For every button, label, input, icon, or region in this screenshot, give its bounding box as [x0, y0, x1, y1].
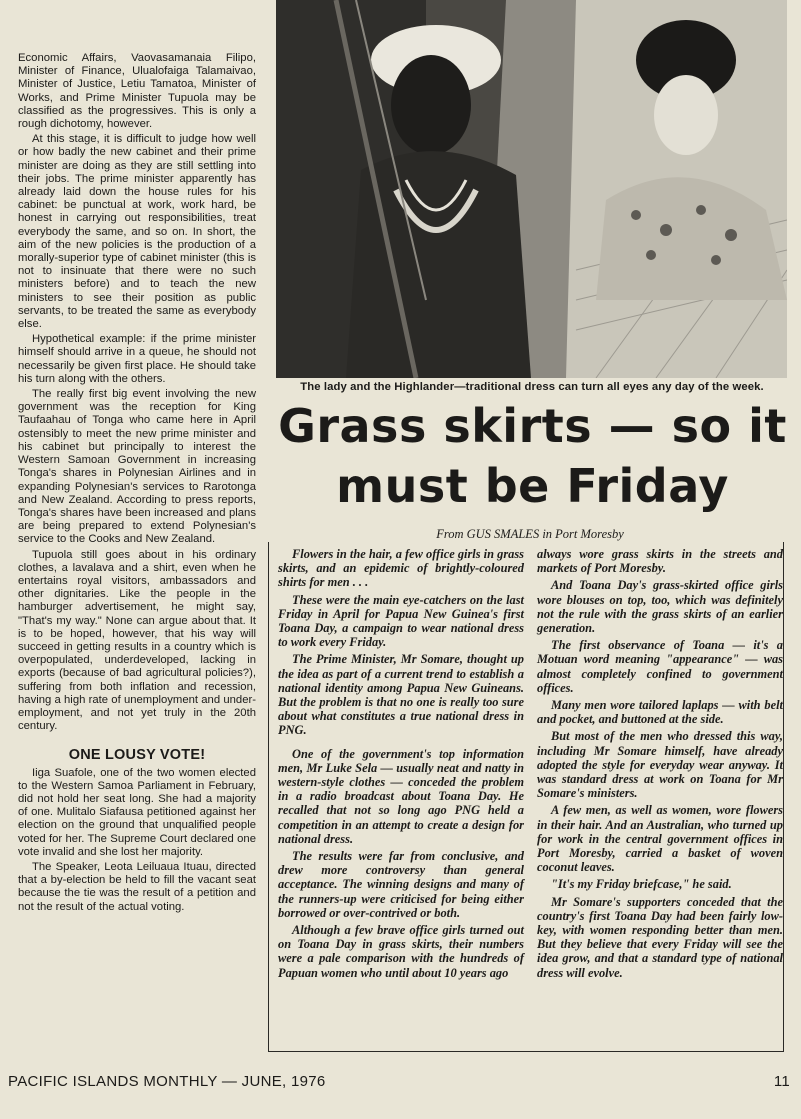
photo-caption: The lady and the Highlander—traditional dress can turn all eyes any day of the week.: [300, 381, 764, 393]
left-column: [18, 52, 256, 916]
story-paragraph: The results were far from conclusive, and drew more controversy than general acceptance. The winning designs and many of the runners-up were criticised for being either borrowed or over-contrived or both.: [278, 849, 524, 920]
story-paragraph: Mr Somare's supporters conceded that the country's first Toana Day had been fairly low-key, with women responding better than men. But they believe that every Friday will see the idea grow, and that a standard type of national dress will evolve.: [537, 894, 783, 980]
story-paragraph: Many men wore tailored laplaps — with belt and pocket, and buttoned at the side.: [537, 698, 783, 727]
left-paragraph: Iiga Suafole, one of the two women elected to the Western Samoa Parliament in February, did not hold her seat long. She had a majority of one. Mulitalo Siafausa petitioned against her election on the ground that unqualified people voted for her. The Supreme Court declared one vote invalid and she lost her majority.: [18, 766, 256, 858]
headline-line: must be Friday: [336, 459, 729, 513]
byline: From GUS SMALES in Port Moresby: [436, 527, 624, 541]
story-column-1: [278, 547, 524, 983]
photo-illustration: [276, 0, 787, 378]
story-paragraph: "It's my Friday briefcase," he said.: [551, 877, 732, 892]
story-paragraph: These were the main eye-catchers on the last Friday in April for Papua New Guinea's first Toana Day, a campaign to wear national dress to work every Friday.: [278, 592, 524, 650]
left-paragraph: Economic Affairs, Vaovasamanaia Filipo, Minister of Finance, Ulualofaiga Talamaivao, Minister of Justice, Letiu Tamatoa, Minister of Works, and Prime Minister Tupuola may be classified as the progressives. This is only a rough dichotomy, however.: [18, 52, 256, 131]
left-paragraph: The Speaker, Leota Leiluaua Ituau, directed that a by-election be held to fill the vacant seat because the tie was the result of a petition and not the result of the actual voting.: [18, 860, 256, 913]
left-paragraph: Hypothetical example: if the prime minister himself should arrive in a queue, he should not necessarily be given first place. He should take his turn along with the others.: [18, 333, 256, 385]
left-paragraph: At this stage, it is difficult to judge how well or how badly the new cabinet and their prime minister are doing as they are still settling into their jobs. The prime minister apparently has already laid down the house rules for his cabinet: be punctual at work, work hard, be honest in carrying out responsibilities, treat everybody the same, and so on. In short, the aim of the new policies is the production of a morally-superior type of cabinet minister (this is not to insinuate that there were no such ministers before) and to teach the new ministers to see their position as public servants, to be treated the same as everybody else.: [18, 133, 256, 331]
page-number: 11: [773, 1073, 790, 1090]
article-photo: [276, 0, 787, 378]
headline-line: Grass skirts — so it: [278, 399, 787, 453]
left-paragraph: The really first big event involving the new government was the reception for King Taufaahau of Tonga who came here in April ostensibly to meet the new prime minister and his cabinet but principally to interest the Western Samoan Government in increasing Tonga's shares in Polynesian Airlines and in expanding Polynesian's services to Rarotonga and New Zealand. According to press reports, Tonga's shares have been increased and plans are being prepared to extend Polynesian's service to the Cooks and New Zealand.: [18, 388, 256, 546]
story-paragraph: But most of the men who dressed this way, including Mr Somare himself, have already adopted the style for everyday wear anyway. It was standard dress at work on Toana for Mr Somare's ministers.: [537, 729, 783, 801]
story-column-2: [537, 547, 783, 983]
headline: [265, 396, 800, 516]
story-paragraph: The first observance of Toana — it's a Motuan word meaning "appearance" — was almost completely confined to government offices.: [537, 638, 783, 695]
story-paragraph: And Toana Day's grass-skirted office girls wore blouses on top, too, which was definitely not the rule with the grass skirts of an earlier generation.: [537, 578, 783, 636]
story-paragraph: Flowers in the hair, a few office girls in grass skirts, and an epidemic of brightly-coloured shirts for men . . .: [278, 547, 524, 590]
publication-name: PACIFIC ISLANDS MONTHLY — JUNE, 1976: [8, 1073, 326, 1090]
story-paragraph: One of the government's top information men, Mr Luke Sela — usually neat and natty in western-style clothes — conceded the problem in a radio broadcast about Toana Day. He recalled that not so long ago PNG held a competition in an attempt to create a design for national dress.: [278, 746, 524, 846]
story-paragraph: A few men, as well as women, wore flowers in their hair. And an Australian, who turned up for work in the central government offices in Port Moresby, carried a basket of woven coconut leaves.: [537, 803, 783, 875]
story-paragraph: Although a few brave office girls turned out on Toana Day in grass skirts, their numbers were a pale comparison with the hundreds of Papuan women who until about 10 years ago: [278, 923, 524, 980]
subheading: ONE LOUSY VOTE!: [68, 747, 206, 764]
story-paragraph: The Prime Minister, Mr Somare, thought up the idea as part of a current trend to establish a national identity among Papua New Guineans. But the problem is that no one is really too sure about what constitutes a true national dress in PNG.: [278, 652, 524, 738]
page-footer: [8, 1073, 790, 1090]
left-paragraph: Tupuola still goes about in his ordinary clothes, a lavalava and a shirt, even when he entertains royal visitors, ambassadors and other dignitaries. Like the people in the hamburger advertisement, he might say, "That's my way." None can argue about that. It is to be hoped, however, that his way will succeed in getting results in a country which is overpopulated, underdeveloped, lacking in exports (because of bad agricultural policies?), suffering from both inflation and recession, having a high rate of unemployment and under-employment, and not yet truly in the 20th century.: [18, 548, 256, 733]
story-paragraph: always wore grass skirts in the streets and markets of Port Moresby.: [537, 547, 783, 576]
